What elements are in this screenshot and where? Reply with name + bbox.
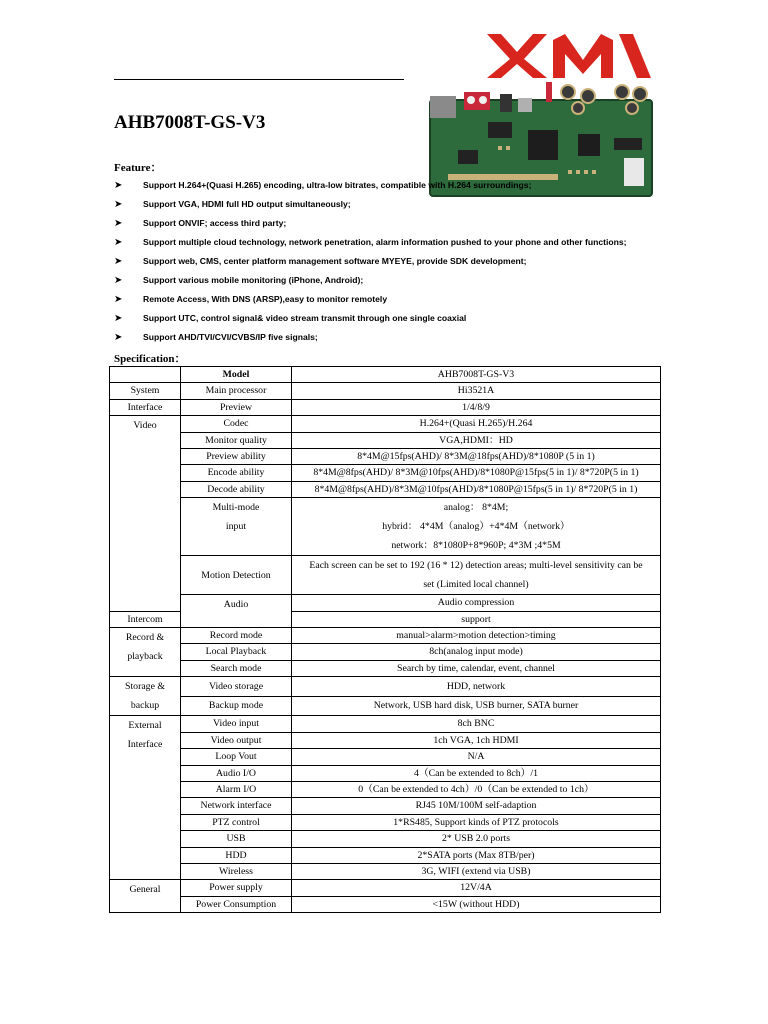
table-row xyxy=(110,556,661,595)
value-cell: support xyxy=(292,611,661,627)
specification-table xyxy=(109,366,661,913)
item-cell: Video output xyxy=(181,732,292,748)
model-label: Model xyxy=(181,367,292,383)
table-row xyxy=(110,383,661,399)
category-cell: Record & playback xyxy=(110,628,181,677)
value-cell: 2*SATA ports (Max 8TB/per) xyxy=(292,847,661,863)
item-cell: Multi-mode input xyxy=(181,498,292,556)
item-cell: Audio compression xyxy=(292,595,661,611)
table-row xyxy=(110,498,661,556)
arrow-bullet-icon: ➤ xyxy=(114,256,123,267)
item-cell: Search mode xyxy=(181,660,292,676)
item-cell: PTZ control xyxy=(181,814,292,830)
table-row xyxy=(110,367,661,383)
item-cell: Monitor quality xyxy=(181,432,292,448)
value-cell: 8*4M@8fps(AHD)/8*3M@10fps(AHD)/8*1080P@15fps(5 in 1)/ 8*720P(5 in 1) xyxy=(292,481,661,497)
model-value: AHB7008T-GS-V3 xyxy=(292,367,661,383)
arrow-bullet-icon: ➤ xyxy=(114,294,123,305)
item-cell: Backup mode xyxy=(181,696,292,716)
value-cell: H.264+(Quasi H.265)/H.264 xyxy=(292,416,661,432)
value-cell: 3G, WIFI (extend via USB) xyxy=(292,863,661,879)
value-cell: 8*4M@15fps(AHD)/ 8*3M@18fps(AHD)/8*1080P (5 in 1) xyxy=(292,449,661,465)
category-cell: Interface xyxy=(110,399,181,415)
value-cell: 4（Can be extended to 8ch）/1 xyxy=(292,765,661,781)
value-cell: Each screen can be set to 192 (16 * 12) detection areas; multi-level sensitivity can be set (Limited local channel) xyxy=(292,556,661,595)
category-cell xyxy=(110,367,181,383)
value-cell: 1ch VGA, 1ch HDMI xyxy=(292,732,661,748)
value-cell: 1/4/8/9 xyxy=(292,399,661,415)
item-cell: Motion Detection xyxy=(181,556,292,595)
table-row xyxy=(110,831,661,847)
value-cell: Hi3521A xyxy=(292,383,661,399)
item-cell: Loop Vout xyxy=(181,749,292,765)
table-row xyxy=(110,880,661,896)
feature-heading: Feature： xyxy=(114,162,162,174)
value-cell: 8ch BNC xyxy=(292,716,661,732)
table-row xyxy=(110,595,661,611)
table-row xyxy=(110,399,661,415)
table-row xyxy=(110,847,661,863)
table-row xyxy=(110,732,661,748)
item-cell: Power Consumption xyxy=(181,896,292,912)
category-cell: Video xyxy=(110,416,181,611)
table-row xyxy=(110,644,661,660)
arrow-bullet-icon: ➤ xyxy=(114,237,123,248)
table-row xyxy=(110,781,661,797)
header-rule xyxy=(114,79,404,80)
category-cell: General xyxy=(110,880,181,913)
item-cell: Audio I/O xyxy=(181,765,292,781)
table-row xyxy=(110,677,661,697)
value-cell: 1*RS485, Support kinds of PTZ protocols xyxy=(292,814,661,830)
table-row xyxy=(110,449,661,465)
item-cell: Video storage xyxy=(181,677,292,697)
value-cell: analog： 8*4M; hybrid： 4*4M（analog）+4*4M（network） network：8*1080P+8*960P; 4*3M ;4*5M xyxy=(292,498,661,556)
table-row xyxy=(110,432,661,448)
value-cell: N/A xyxy=(292,749,661,765)
arrow-bullet-icon: ➤ xyxy=(114,275,123,286)
table-row xyxy=(110,814,661,830)
value-cell: Search by time, calendar, event, channel xyxy=(292,660,661,676)
item-cell: Record mode xyxy=(181,628,292,644)
table-row xyxy=(110,716,661,732)
item-cell: USB xyxy=(181,831,292,847)
item-cell: Encode ability xyxy=(181,465,292,481)
item-cell: Codec xyxy=(181,416,292,432)
table-row xyxy=(110,465,661,481)
arrow-bullet-icon: ➤ xyxy=(114,313,123,324)
value-cell: 0（Can be extended to 4ch）/0（Can be extended to 1ch） xyxy=(292,781,661,797)
item-cell: Decode ability xyxy=(181,481,292,497)
value-cell: <15W (without HDD) xyxy=(292,896,661,912)
table-row xyxy=(110,481,661,497)
item-cell: Power supply xyxy=(181,880,292,896)
table-row xyxy=(110,863,661,879)
arrow-bullet-icon: ➤ xyxy=(114,332,123,343)
document-title: AHB7008T-GS-V3 xyxy=(114,112,266,133)
value-cell: 8ch(analog input mode) xyxy=(292,644,661,660)
item-cell: Preview xyxy=(181,399,292,415)
item-cell: Video input xyxy=(181,716,292,732)
item-cell: Wireless xyxy=(181,863,292,879)
value-cell: 12V/4A xyxy=(292,880,661,896)
table-row xyxy=(110,798,661,814)
value-cell: 8*4M@8fps(AHD)/ 8*3M@10fps(AHD)/8*1080P@15fps(5 in 1)/ 8*720P(5 in 1) xyxy=(292,465,661,481)
arrow-bullet-icon: ➤ xyxy=(114,180,123,191)
category-cell: Audio xyxy=(181,595,292,628)
item-cell: Local Playback xyxy=(181,644,292,660)
category-cell: Storage & backup xyxy=(110,677,181,716)
arrow-bullet-icon: ➤ xyxy=(114,199,123,210)
item-cell: Main processor xyxy=(181,383,292,399)
arrow-bullet-icon: ➤ xyxy=(114,218,123,229)
value-cell: VGA,HDMI：HD xyxy=(292,432,661,448)
item-cell: Preview ability xyxy=(181,449,292,465)
item-cell: Network interface xyxy=(181,798,292,814)
value-cell: RJ45 10M/100M self-adaption xyxy=(292,798,661,814)
xm-logo xyxy=(487,34,651,78)
value-cell: manual>alarm>motion detection>timing xyxy=(292,628,661,644)
value-cell: HDD, network xyxy=(292,677,661,697)
table-row xyxy=(110,765,661,781)
table-row xyxy=(110,749,661,765)
table-row xyxy=(110,416,661,432)
specification-heading: Specification： xyxy=(114,353,186,365)
table-row xyxy=(110,628,661,644)
table-row xyxy=(110,660,661,676)
category-cell: External Interface xyxy=(110,716,181,880)
value-cell: 2* USB 2.0 ports xyxy=(292,831,661,847)
category-cell: System xyxy=(110,383,181,399)
item-cell: Intercom xyxy=(110,611,181,627)
table-row xyxy=(110,696,661,716)
item-cell: HDD xyxy=(181,847,292,863)
table-row xyxy=(110,896,661,912)
value-cell: Network, USB hard disk, USB burner, SATA burner xyxy=(292,696,661,716)
item-cell: Alarm I/O xyxy=(181,781,292,797)
